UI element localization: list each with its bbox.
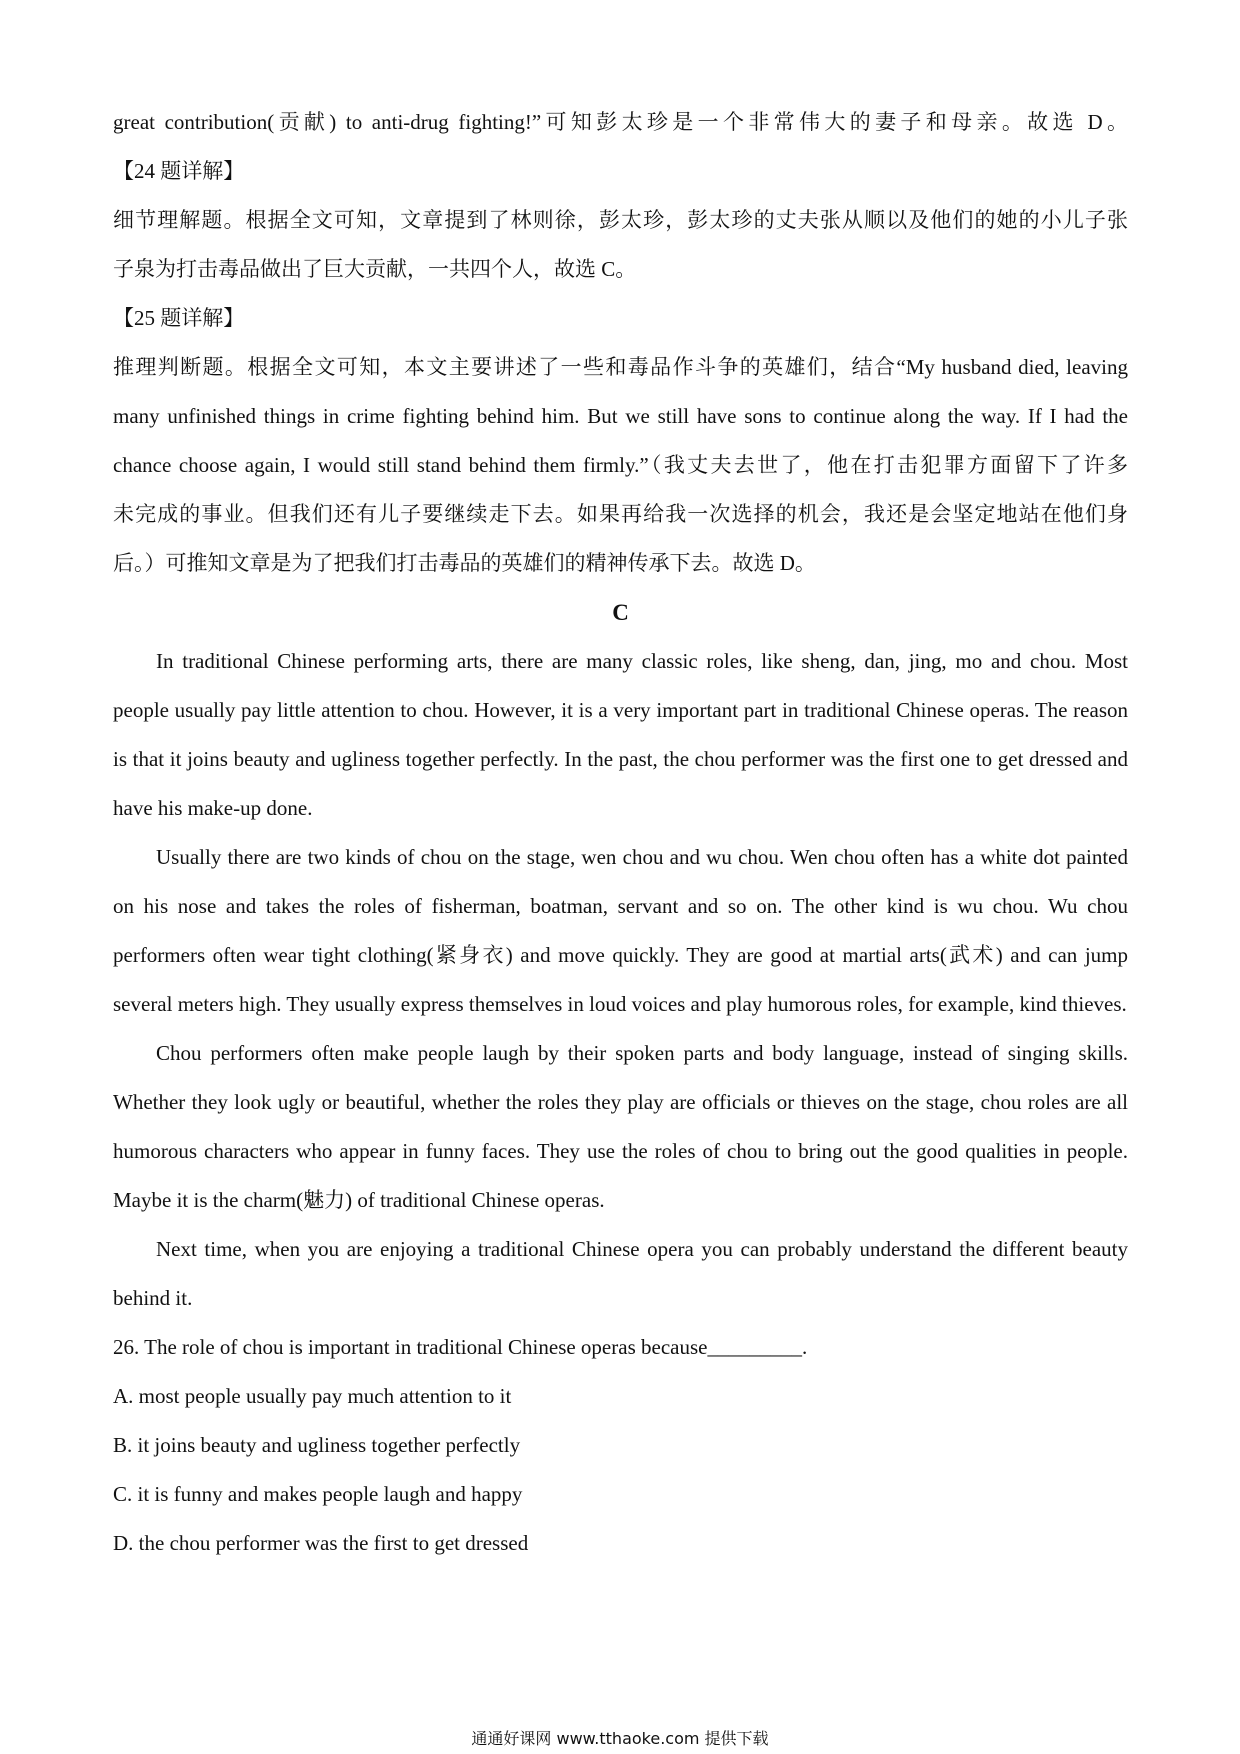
question-26: 26. The role of chou is important in traditional Chinese operas because_________. <box>113 1335 808 1359</box>
section-title: C <box>612 600 629 625</box>
option-a: A. most people usually pay much attention to it <box>113 1384 512 1408</box>
answer-line: 后。）可推知文章是为了把我们打击毒品的英雄们的精神传承下去。故选 D。 <box>113 551 816 575</box>
option-c: C. it is funny and makes people laugh and happy <box>113 1482 523 1506</box>
passage-paragraph: Next time, when you are enjoying a traditional Chinese opera you can probably understand the different beauty behind it. <box>113 1237 1128 1310</box>
answer-line: chance choose again, I would still stand behind them firmly.”（我丈夫去世了，他在打击犯罪方面留下了许多 <box>113 453 1128 477</box>
option-b: B. it joins beauty and ugliness together perfectly <box>113 1433 521 1457</box>
question-24-heading: 【24 题详解】 <box>113 159 245 183</box>
passage-paragraph: In traditional Chinese performing arts, there are many classic roles, like sheng, dan, jing, mo and chou. Most people usually pay little attention to chou. However, it is a very important part in traditional Chinese operas. The reason is that it joins beauty and ugliness together perfectly. In the past, the chou performer was the first one to get dressed and have his make-up done. <box>113 649 1128 820</box>
page-footer: 通通好课网 www.tthaoke.com 提供下载 <box>471 1729 769 1748</box>
question-25-heading: 【25 题详解】 <box>113 306 245 330</box>
answer-line: 细节理解题。根据全文可知，文章提到了林则徐，彭太珍，彭太珍的丈夫张从顺以及他们的她的小儿子张 <box>113 208 1128 232</box>
answer-line: many unfinished things in crime fighting behind him. But we still have sons to continue along the way. If I had the <box>113 404 1128 428</box>
passage-paragraph: Usually there are two kinds of chou on the stage, wen chou and wu chou. Wen chou often has a white dot painted on his nose and takes the roles of fisherman, boatman, servant and so on. The other kind is wu chou. Wu chou performers often wear tight clothing(紧身衣) and move quickly. They are good at martial arts(武术) and can jump several meters high. They usually express themselves in loud voices and play humorous roles, for example, kind thieves. <box>113 845 1128 1016</box>
answer-line: great contribution(贡献) to anti-drug fighting!”可知彭太珍是一个非常伟大的妻子和母亲。故选 D。 <box>113 110 1128 134</box>
answer-line: 推理判断题。根据全文可知，本文主要讲述了一些和毒品作斗争的英雄们，结合“My husband died, leaving <box>113 355 1128 379</box>
page-content <box>113 98 1128 1568</box>
passage-paragraph: Chou performers often make people laugh by their spoken parts and body language, instead of singing skills. Whether they look ugly or beautiful, whether the roles they play are officials or thieves on the stage, chou roles are all humorous characters who appear in funny faces. They use the roles of chou to bring out the good qualities in people. Maybe it is the charm(魅力) of traditional Chinese operas. <box>113 1041 1128 1212</box>
answer-line: 未完成的事业。但我们还有儿子要继续走下去。如果再给我一次选择的机会，我还是会坚定地站在他们身 <box>113 502 1128 526</box>
option-d: D. the chou performer was the first to get dressed <box>113 1531 529 1555</box>
answer-line: 子泉为打击毒品做出了巨大贡献，一共四个人，故选 C。 <box>113 257 637 281</box>
